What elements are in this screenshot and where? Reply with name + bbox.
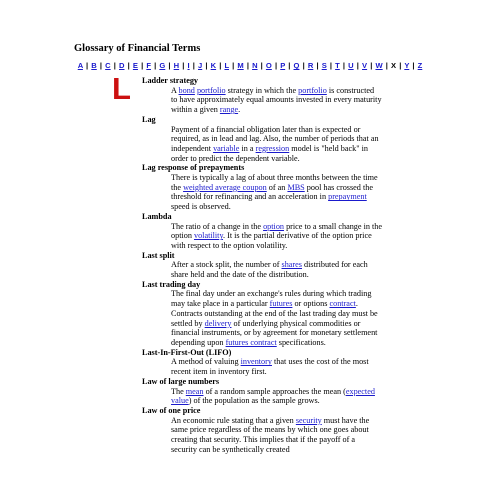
definition-text: After a stock split, the number of: [171, 260, 282, 270]
letter-separator: |: [356, 61, 359, 70]
definition-text: There is typically a lag of about three months between the time the: [171, 173, 378, 192]
letter-link-p[interactable]: P: [280, 61, 286, 70]
alphabet-nav: [74, 62, 426, 71]
letter-link-i[interactable]: I: [187, 61, 190, 70]
definition-text: The final day under an exchange's rules during which trading may take place in a particular: [171, 289, 372, 309]
term-link[interactable]: regression: [255, 143, 290, 153]
definition-text: The ratio of a change in the: [171, 221, 264, 231]
definition-text: Payment of a financial obligation later than is expected or required, as in lead and lag. Also, the number of periods that an independent: [171, 124, 379, 153]
letter-link-h[interactable]: H: [173, 61, 180, 70]
term-definition: [171, 289, 382, 347]
letter-link-z[interactable]: Z: [417, 61, 423, 70]
term-link[interactable]: option: [263, 221, 285, 231]
definition-text: price to a small change in the option: [171, 221, 383, 241]
letter-link-v[interactable]: V: [362, 61, 368, 70]
letter-link-a[interactable]: A: [77, 61, 83, 70]
term-link[interactable]: inventory: [240, 357, 272, 367]
term-definition: [171, 357, 382, 376]
term-link[interactable]: futures: [269, 299, 293, 309]
term-definition: [171, 86, 382, 115]
letter-separator: |: [127, 61, 130, 70]
letter-separator: |: [232, 61, 235, 70]
definition-text: in a: [239, 143, 256, 153]
definition-text: The: [171, 386, 186, 396]
letter-separator: |: [113, 61, 116, 70]
term-definition: [171, 125, 382, 164]
letter-separator: |: [412, 61, 415, 70]
definition-text: that uses the cost of the most recent item in inventory first.: [171, 357, 369, 377]
definition-text: An economic rule stating that a given: [171, 415, 296, 425]
letter-link-d[interactable]: D: [119, 61, 125, 70]
term-link[interactable]: portfolio: [196, 85, 226, 95]
letter-link-f[interactable]: F: [146, 61, 151, 70]
letter-link-e[interactable]: E: [132, 61, 138, 70]
definition-text: of a random sample approaches the mean (: [203, 386, 346, 396]
letter-link-l[interactable]: L: [224, 61, 229, 70]
letter-separator: |: [399, 61, 402, 70]
letter-link-n[interactable]: N: [252, 61, 258, 70]
section-letter: L: [112, 71, 131, 106]
term-heading: Last split: [142, 250, 175, 260]
term-heading: Law of large numbers: [142, 376, 220, 386]
letter-link-g[interactable]: G: [159, 61, 166, 70]
letter-separator: |: [260, 61, 263, 70]
letter-link-x: X: [391, 61, 397, 70]
term-heading: Ladder strategy: [142, 76, 199, 85]
definition-text: speed is observed.: [171, 202, 231, 212]
letter-link-k[interactable]: K: [210, 61, 217, 70]
letter-separator: |: [168, 61, 171, 70]
letter-separator: |: [205, 61, 208, 70]
letter-separator: |: [141, 61, 144, 70]
definition-text: distributed for each share held and the date of the distribution.: [171, 260, 368, 280]
term-link[interactable]: shares: [281, 260, 302, 270]
definition-text: . Contracts outstanding at the end of the last trading day must be settled by: [171, 299, 378, 328]
term-link[interactable]: portfolio: [298, 85, 327, 95]
term-heading: Last trading day: [142, 279, 201, 289]
term-link[interactable]: range: [219, 105, 239, 115]
letter-separator: |: [99, 61, 103, 70]
term-definition: [171, 222, 382, 251]
term-definition: [171, 173, 382, 212]
letter-link-m[interactable]: M: [237, 61, 244, 70]
letter-separator: |: [316, 61, 319, 70]
term-link[interactable]: variable: [213, 143, 240, 153]
term-link[interactable]: volatility: [193, 231, 224, 241]
letter-separator: |: [329, 61, 333, 70]
letter-link-r[interactable]: R: [307, 61, 314, 70]
letter-link-o[interactable]: O: [265, 61, 272, 70]
page-title: Glossary of Financial Terms: [74, 43, 201, 54]
definition-text: of an: [266, 182, 288, 192]
term-link[interactable]: security: [295, 415, 322, 425]
term-link[interactable]: mean: [185, 386, 204, 396]
letter-separator: |: [154, 61, 157, 70]
definition-text: is constructed to have approximately equal amounts invested in every maturity within a given: [171, 85, 382, 115]
term-definition: [171, 387, 382, 406]
letter-separator: |: [302, 61, 305, 70]
glossary-entries: [142, 76, 382, 454]
letter-separator: |: [192, 61, 195, 70]
term-link[interactable]: expected value: [171, 386, 375, 406]
definition-text: ) of the population as the sample grows.: [188, 396, 320, 406]
letter-link-q[interactable]: Q: [293, 61, 300, 70]
definition-text: . It is the partial derivative of the option price with respect to the option volatility.: [171, 231, 372, 250]
letter-link-c[interactable]: C: [105, 61, 111, 70]
letter-link-w[interactable]: W: [375, 61, 383, 70]
definition-text: specifications.: [276, 337, 326, 347]
definition-text: A: [171, 85, 179, 95]
term-link[interactable]: contract: [329, 299, 356, 309]
letter-link-s[interactable]: S: [321, 61, 327, 70]
definition-text: must have the same price regardless of the means by which one goes about creating that security. This implies that if the payoff of a security can be synthetically created: [171, 415, 370, 454]
letter-separator: |: [246, 61, 249, 70]
term-heading: Law of one price: [142, 405, 201, 415]
term-link[interactable]: futures contract: [225, 337, 277, 347]
definition-text: pool has crossed the threshold for refinancing and an acceleration in: [171, 182, 373, 202]
letter-link-u[interactable]: U: [348, 61, 354, 70]
letter-separator: |: [274, 61, 278, 70]
term-heading: Lag: [142, 114, 156, 124]
definition-text: A method of valuing: [171, 357, 241, 367]
term-heading: Lag response of prepayments: [142, 163, 245, 173]
term-link[interactable]: weighted average coupon: [183, 182, 267, 192]
definition-text: strategy in which the: [225, 85, 299, 95]
letter-link-j[interactable]: J: [198, 61, 203, 70]
letter-link-t[interactable]: T: [335, 61, 340, 70]
letter-separator: |: [86, 61, 89, 70]
term-link[interactable]: prepayment: [328, 192, 367, 202]
definition-text: .: [238, 105, 241, 115]
letter-separator: |: [385, 61, 388, 70]
letter-link-y[interactable]: Y: [404, 61, 410, 70]
definition-text: or options: [292, 299, 330, 309]
term-link[interactable]: bond: [178, 85, 195, 95]
term-link[interactable]: delivery: [204, 318, 232, 328]
letter-link-b[interactable]: B: [91, 61, 97, 70]
letter-separator: |: [219, 61, 222, 70]
definition-text: model is "held back" in order to predict the dependent variable.: [171, 143, 369, 163]
term-heading: Last-In-First-Out (LIFO): [142, 347, 232, 357]
term-definition: [171, 260, 382, 279]
term-heading: Lambda: [142, 211, 172, 221]
term-definition: [171, 416, 382, 455]
letter-separator: |: [342, 61, 346, 70]
term-link[interactable]: MBS: [287, 182, 305, 192]
letter-separator: |: [182, 61, 185, 70]
letter-separator: |: [370, 61, 373, 70]
letter-separator: |: [288, 61, 291, 70]
definition-text: of underlying physical commodities or financial instruments, or by agreement for monetary settlement depending upon: [171, 318, 378, 347]
